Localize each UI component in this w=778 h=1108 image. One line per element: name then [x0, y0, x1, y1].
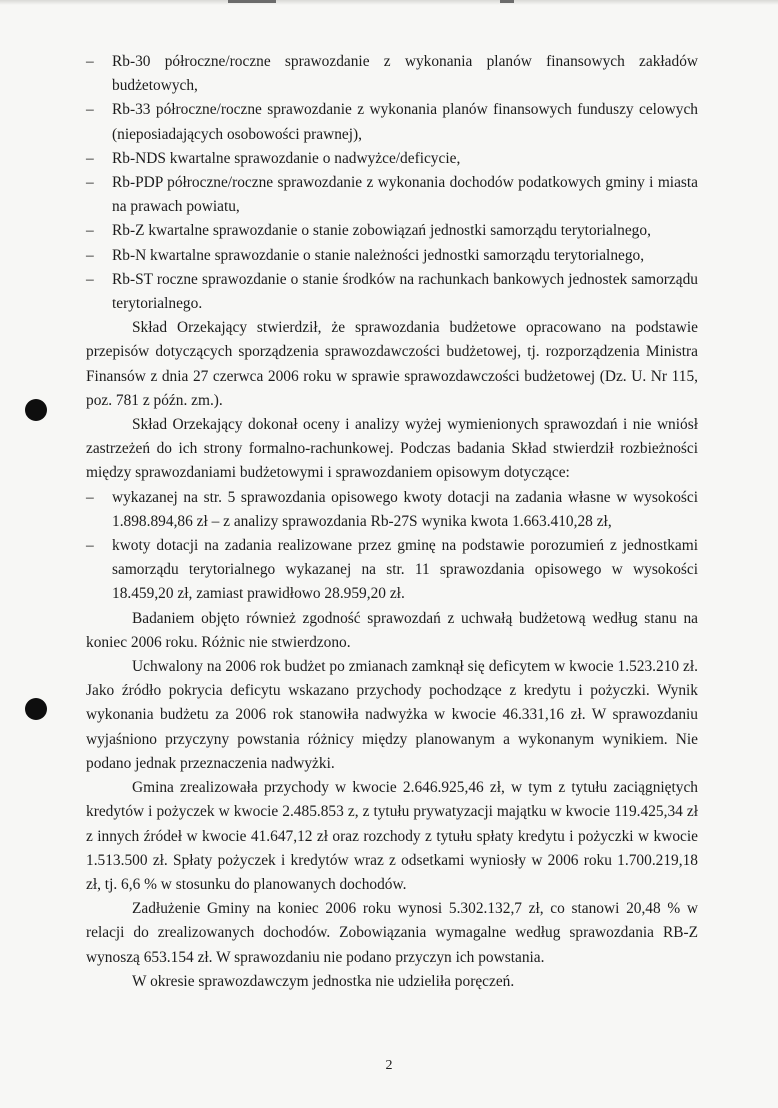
list-item-text: kwoty dotacji na zadania realizowane przez gminę na podstawie porozumień z jednostkami samorządu terytorialnego wykazanej na str. 11 sprawozdania opisowego w wysokości 18.459,20 zł, zamiast prawidłowo 28.959,20 zł.	[112, 537, 698, 603]
punch-hole	[25, 399, 47, 421]
list-item	[86, 268, 698, 316]
list-item	[86, 219, 698, 243]
punch-hole	[25, 698, 47, 720]
paragraph: Badaniem objęto również zgodność sprawozdań z uchwałą budżetową według stanu na koniec 2006 roku. Różnic nie stwierdzono.	[86, 609, 698, 651]
list-dash: –	[86, 488, 94, 506]
scan-edge-mark	[500, 0, 514, 3]
paragraph: Skład Orzekający stwierdził, że sprawozdania budżetowe opracowano na podstawie przepisów dotyczących sporządzenia sprawozdawczości budżetowej, tj. rozporządzenia Ministra Finansów z dnia 27 czerwca 2006 roku w sprawie sprawozdawczości budżetowej (Dz. U. Nr 115, poz. 781 z późn. zm.).	[86, 319, 698, 409]
paragraph: Gmina zrealizowała przychody w kwocie 2.646.925,46 zł, w tym z tytułu zaciągniętych kredytów i pożyczek w kwocie 2.485.853 z, z tytułu prywatyzacji majątku w kwocie 119.425,34 zł z innych źródeł w kwocie 41.647,12 zł oraz rozchody z tytułu spłaty kredytu i pożyczki w kwocie 1.513.500 zł. Spłaty pożyczek i kredytów wraz z odsetkami wyniosły w 2006 roku 1.700.219,18 zł, tj. 6,6 % w stosunku do planowanych dochodów.	[86, 779, 698, 893]
list-item	[86, 244, 698, 268]
list-item	[86, 171, 698, 219]
list-item	[86, 147, 698, 171]
list-item-text: Rb-Z kwartalne sprawozdanie o stanie zobowiązań jednostki samorządu terytorialnego,	[112, 222, 651, 240]
paragraph: Uchwalony na 2006 rok budżet po zmianach zamknął się deficytem w kwocie 1.523.210 zł. Jako źródło pokrycia deficytu wskazano przychody pochodzące z kredytu i pożyczki. Wynik wykonania budżetu za 2006 rok stanowiła nadwyżka w kwocie 46.331,16 zł. W sprawozdaniu wyjaśniono przyczyny powstania różnicy między planowanym a wykonanym wynikiem. Nie podano jednak przeznaczenia nadwyżki.	[86, 658, 698, 772]
list-item-text: wykazanej na str. 5 sprawozdania opisowego kwoty dotacji na zadania własne w wysokości 1.898.894,86 zł – z analizy sprawozdania Rb-27S wynika kwota 1.663.410,28 zł,	[112, 488, 698, 530]
list-item-text: Rb-NDS kwartalne sprawozdanie o nadwyżce/deficycie,	[112, 149, 461, 167]
paragraph: W okresie sprawozdawczym jednostka nie udzieliła poręczeń.	[132, 972, 515, 990]
list-dash: –	[86, 149, 94, 167]
list-dash: –	[86, 222, 94, 240]
page-number: 2	[385, 1058, 393, 1073]
list-item-text: Rb-N kwartalne sprawozdanie o stanie należności jednostki samorządu terytorialnego,	[112, 246, 645, 264]
list-dash: –	[86, 101, 94, 119]
list-dash: –	[86, 246, 94, 264]
list-dash: –	[86, 270, 94, 288]
list-item	[86, 534, 698, 607]
list-item-text: Rb-ST roczne sprawozdanie o stanie środków na rachunkach bankowych jednostek samorządu terytorialnego.	[112, 270, 698, 313]
list-item-text: Rb-33 półroczne/roczne sprawozdanie z wykonania planów finansowych funduszy celowych (nieposiadających osobowości prawnej),	[112, 101, 698, 143]
list-item	[86, 50, 698, 98]
paragraph: Skład Orzekający dokonał oceny i analizy wyżej wymienionych sprawozdań i nie wniósł zastrzeżeń do ich strony formalno-rachunkowej. Podczas badania Skład stwierdził rozbieżności między sprawozdaniami budżetowymi i sprawozdaniem opisowym dotyczące:	[86, 416, 698, 482]
list-item-text: Rb-30 półroczne/roczne sprawozdanie z wykonania planów finansowych zakładów budżetowych,	[112, 53, 698, 95]
list-dash: –	[86, 53, 94, 70]
scan-top-edge	[0, 0, 778, 5]
scan-edge-mark	[228, 0, 276, 3]
list-dash: –	[86, 174, 94, 192]
list-item	[86, 486, 698, 534]
discrepancy-list	[86, 486, 698, 607]
list-item	[86, 98, 698, 146]
document-body	[86, 50, 698, 994]
report-list-top	[86, 50, 698, 316]
list-dash: –	[86, 537, 94, 555]
list-item-text: Rb-PDP półroczne/roczne sprawozdanie z wykonania dochodów podatkowych gminy i miasta na prawach powiatu,	[112, 174, 698, 216]
paragraph: Zadłużenie Gminy na koniec 2006 roku wynosi 5.302.132,7 zł, co stanowi 20,48 % w relacji do zrealizowanych dochodów. Zobowiązania wymagalne według sprawozdania RB-Z wynoszą 653.154 zł. W sprawozdaniu nie podano przyczyn ich powstania.	[86, 900, 698, 966]
